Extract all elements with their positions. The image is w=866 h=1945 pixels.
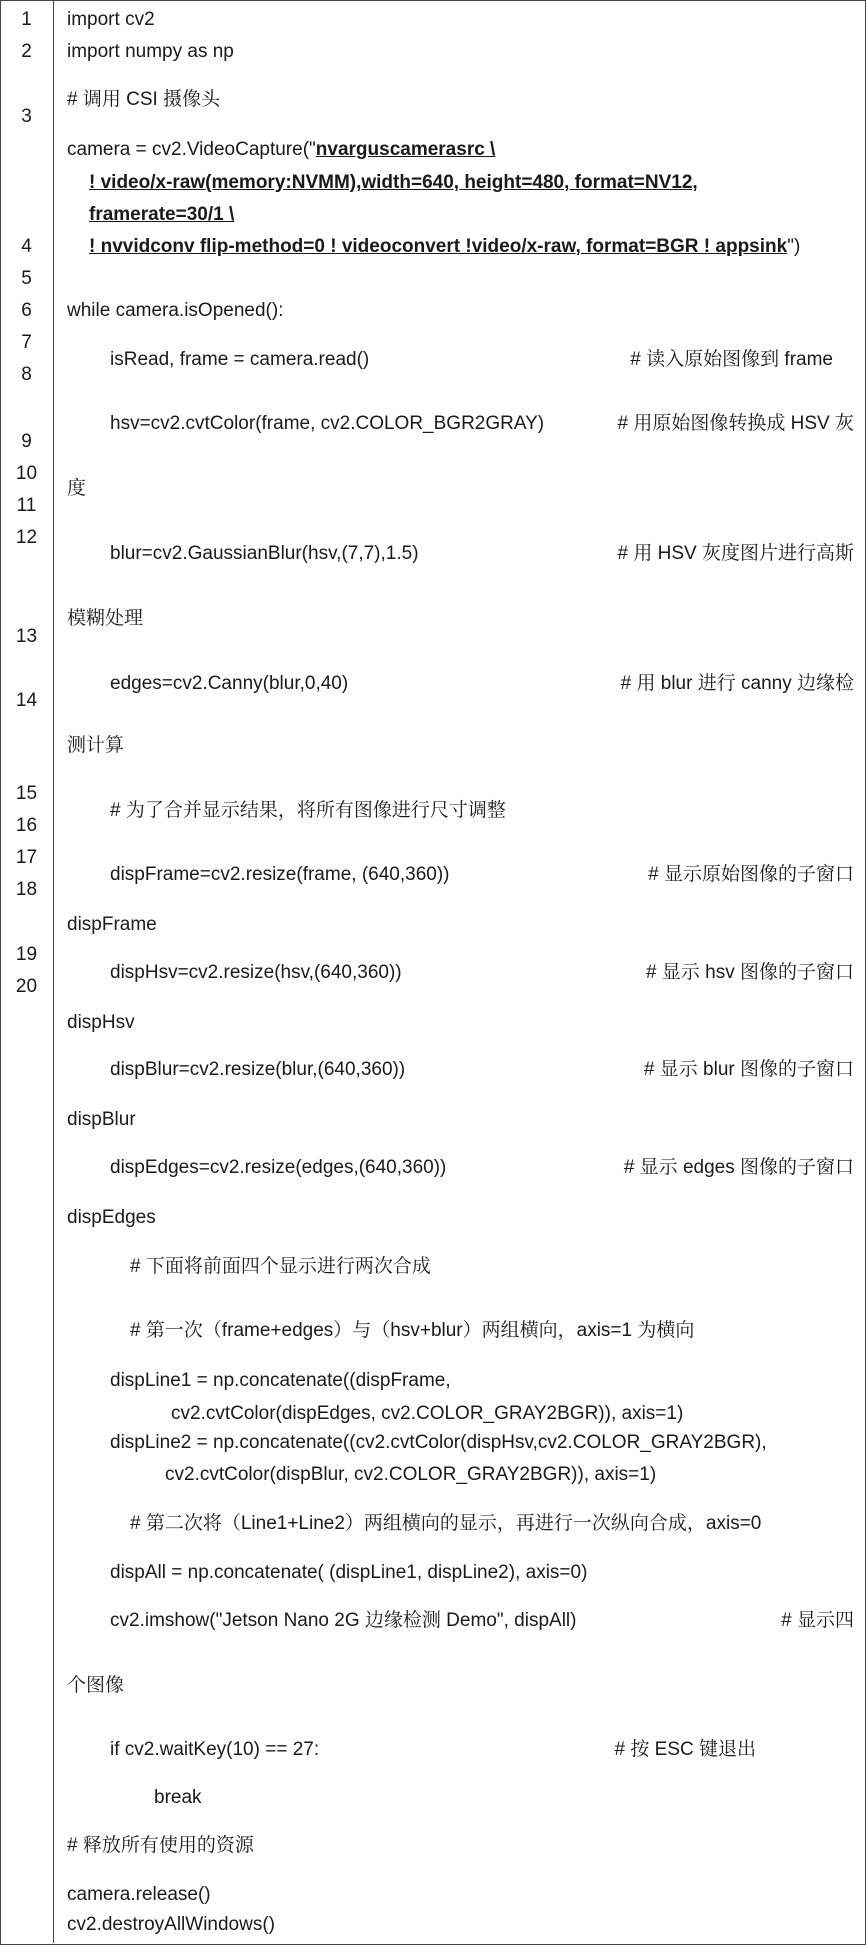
code-comment-wrap: dispFrame <box>67 914 157 935</box>
code-line: camera.release() <box>67 1884 211 1905</box>
code-comment: # 用 HSV 灰度图片进行高斯 <box>617 543 854 564</box>
code-fragment: if cv2.waitKey(10) == 27: <box>110 1739 320 1760</box>
line-number: 20 <box>15 976 38 997</box>
code-line: import cv2 <box>67 9 155 30</box>
code-line <box>110 543 854 565</box>
line-number: 10 <box>15 463 38 484</box>
line-number: 19 <box>15 944 38 965</box>
code-comment: # 释放所有使用的资源 <box>67 1835 254 1856</box>
code-line <box>110 962 854 984</box>
line-number: 8 <box>21 364 32 385</box>
code-comment: # 用原始图像转换成 HSV 灰 <box>617 413 854 434</box>
line-number: 16 <box>15 815 38 836</box>
code-line <box>110 864 854 886</box>
line-number: 6 <box>21 300 32 321</box>
code-comment: # 第一次（frame+edges）与（hsv+blur）两组横向，axis=1 为横向 <box>130 1320 695 1341</box>
code-line <box>110 413 854 435</box>
code-line: dispLine1 = np.concatenate((dispFrame, <box>110 1370 451 1391</box>
code-line <box>110 1157 854 1179</box>
line-number: 18 <box>15 879 38 900</box>
code-comment-wrap: 模糊处理 <box>67 608 144 629</box>
code-comment: # 第二次将（Line1+Line2）两组横向的显示，再进行一次纵向合成，axis=0 <box>130 1513 762 1534</box>
line-number: 1 <box>21 9 32 30</box>
code-fragment: hsv=cv2.cvtColor(frame, cv2.COLOR_BGR2GRAY) <box>110 413 545 434</box>
code-line: dispLine2 = np.concatenate((cv2.cvtColor(dispHsv,cv2.COLOR_GRAY2BGR), <box>110 1432 767 1453</box>
code-comment-wrap: dispBlur <box>67 1109 136 1130</box>
code-comment-wrap: 测计算 <box>67 735 125 756</box>
code-line <box>110 349 833 371</box>
line-number: 14 <box>15 690 38 711</box>
line-number: 13 <box>15 626 38 647</box>
code-line: while camera.isOpened(): <box>67 300 284 321</box>
pipeline-string <box>89 204 234 226</box>
line-number: 2 <box>21 41 32 62</box>
line-number: 3 <box>21 106 32 127</box>
code-line: cv2.cvtColor(dispBlur, cv2.COLOR_GRAY2BGR)), axis=1) <box>165 1464 657 1485</box>
code-line <box>110 1739 756 1761</box>
line-number: 7 <box>21 332 32 353</box>
code-fragment: dispEdges=cv2.resize(edges,(640,360)) <box>110 1157 447 1178</box>
line-number: 12 <box>15 527 38 548</box>
code-comment: # 用 blur 进行 canny 边缘检 <box>620 673 854 694</box>
code-comment: # 显示 hsv 图像的子窗口 <box>646 962 854 983</box>
pipeline-fragment: ! nvvidconv flip-method=0 ! videoconvert !video/x-raw, format=BGR ! appsink <box>89 236 788 257</box>
code-comment: # 显示 edges 图像的子窗口 <box>623 1157 854 1178</box>
code-comment-wrap: 个图像 <box>67 1675 125 1696</box>
code-comment-wrap: dispEdges <box>67 1207 156 1228</box>
code-line <box>110 1610 854 1632</box>
code-fragment: edges=cv2.Canny(blur,0,40) <box>110 673 349 694</box>
code-fragment: dispBlur=cv2.resize(blur,(640,360)) <box>110 1059 406 1080</box>
pipeline-string: nvarguscamerasrc \ <box>315 139 496 160</box>
pipeline-fragment: framerate=30/1 \ <box>89 204 235 225</box>
code-fragment: camera = cv2.VideoCapture(" <box>67 139 316 160</box>
pipeline-string <box>89 172 698 194</box>
code-fragment: ") <box>787 236 801 257</box>
code-comment: # 按 ESC 键退出 <box>614 1739 756 1760</box>
code-line <box>110 673 854 695</box>
code-line: import numpy as np <box>67 41 234 62</box>
code-line: cv2.destroyAllWindows() <box>67 1914 275 1935</box>
code-line: cv2.cvtColor(dispEdges, cv2.COLOR_GRAY2BGR)), axis=1) <box>171 1403 684 1424</box>
code-comment-wrap: 度 <box>67 478 87 499</box>
code-comment: # 下面将前面四个显示进行两次合成 <box>130 1256 431 1277</box>
pipeline-fragment: ! video/x-raw(memory:NVMM),width=640, height=480, format=NV12, <box>89 172 698 193</box>
code-line: break <box>154 1787 202 1808</box>
code-comment: # 读入原始图像到 frame <box>630 349 833 370</box>
code-fragment: blur=cv2.GaussianBlur(hsv,(7,7),1.5) <box>110 543 419 564</box>
line-number-gutter <box>0 0 54 1943</box>
line-number: 5 <box>21 268 32 289</box>
line-number: 15 <box>15 783 38 804</box>
code-fragment: isRead, frame = camera.read() <box>110 349 370 370</box>
code-comment: # 显示原始图像的子窗口 <box>648 864 854 885</box>
line-number: 11 <box>16 495 37 516</box>
code-comment: # 显示四 <box>781 1610 854 1631</box>
line-number: 17 <box>15 847 38 868</box>
code-comment-wrap: dispHsv <box>67 1012 135 1033</box>
code-line: dispAll = np.concatenate( (dispLine1, dispLine2), axis=0) <box>110 1562 588 1583</box>
line-number: 9 <box>21 431 32 452</box>
code-comment: # 为了合并显示结果，将所有图像进行尺寸调整 <box>110 800 506 821</box>
code-comment: # 显示 blur 图像的子窗口 <box>643 1059 854 1080</box>
code-line <box>110 1059 854 1081</box>
code-line <box>67 139 495 161</box>
code-fragment: cv2.imshow("Jetson Nano 2G 边缘检测 Demo", dispAll) <box>110 1610 577 1631</box>
pipeline-string <box>89 236 800 258</box>
line-number: 4 <box>21 236 32 257</box>
code-fragment: dispHsv=cv2.resize(hsv,(640,360)) <box>110 962 402 983</box>
code-comment: # 调用 CSI 摄像头 <box>67 89 221 110</box>
code-fragment: dispFrame=cv2.resize(frame, (640,360)) <box>110 864 450 885</box>
